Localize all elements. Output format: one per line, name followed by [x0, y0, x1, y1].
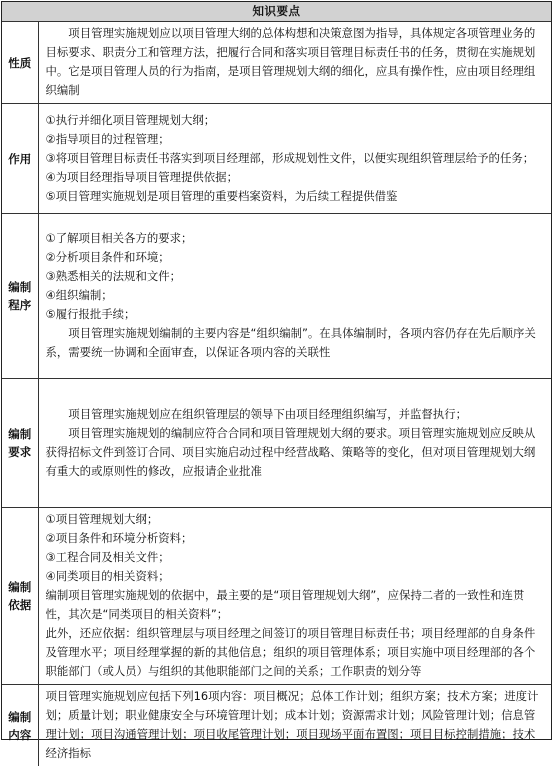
knowledge-table [2, 2, 551, 766]
row-content-basis [38, 508, 551, 685]
list-item: ⑤项目管理实施规划是项目管理的重要档案资料，为后续工程提供借鉴 [46, 187, 546, 206]
row-content-function [38, 104, 551, 214]
table-header: 知识要点 [2, 2, 551, 22]
list-item: ②指导项目的过程管理； [46, 130, 546, 149]
knowledge-points-table [1, 1, 552, 740]
row-label-procedure: 编制程序 [2, 214, 38, 379]
row-label-nature: 性质 [2, 22, 38, 104]
list-item: ②项目条件和环境分析资料； [46, 529, 546, 548]
list-item: ④为项目经理指导项目管理提供依据； [46, 168, 546, 187]
list-item: ④组织编制； [46, 286, 546, 305]
table-row-procedure [2, 214, 551, 379]
row-label-requirements: 编制要求 [2, 379, 38, 508]
row-label-basis: 编制依据 [2, 508, 38, 685]
list-item: ④同类项目的相关资料； [46, 567, 546, 586]
list-item: ③工程合同及相关文件； [46, 548, 546, 567]
table-row-nature [2, 22, 551, 104]
list-item: ②分析项目条件和环境； [46, 248, 546, 267]
list-item: 编制项目管理实施规划的依据中，最主要的是“项目管理规划大纲”，应保持二者的一致性和连贯性，其次是“同类项目的相关资料”； [46, 586, 546, 624]
list-item: ⑤履行报批手续； [46, 305, 546, 324]
table-row-basis [2, 508, 551, 685]
table-row-function [2, 104, 551, 214]
paragraph: 项目管理实施规划应在组织管理层的领导下由项目经理组织编写，并监督执行； [46, 405, 546, 424]
list-item: 此外，还应依据：组织管理层与项目经理之间签订的项目管理目标责任书；项目经理部的自身条件及管理水平；项目经理掌握的新的其他信息；组织的项目管理体系；项目实施中项目经理部的各个职能部门（或人员）与组织的其他职能部门之间的关系；工作职责的划分等 [46, 624, 546, 681]
row-content-requirements [38, 379, 551, 508]
row-content-contents [38, 685, 551, 766]
table-row-contents [2, 685, 551, 766]
row-label-function: 作用 [2, 104, 38, 214]
row-content-nature [38, 22, 551, 104]
list-item: ①了解项目相关各方的要求； [46, 229, 546, 248]
table-row-requirements [2, 379, 551, 508]
list-item: ③将项目管理目标责任书落实到项目经理部，形成规划性文件，以便实现组织管理层给予的任务； [46, 149, 546, 168]
list-item: ①执行并细化项目管理规划大纲； [46, 111, 546, 130]
row-content-procedure [38, 214, 551, 379]
list-item: ①项目管理规划大纲； [46, 510, 546, 529]
paragraph: 项目管理实施规划的编制应符合合同和项目管理规划大纲的要求。项目管理实施规划应反映从获得招标文件到签订合同、项目实施启动过程中经营战略、策略等的变化，但对项目管理规划大纲有重大的或原则性的修改，应报请企业批准 [46, 424, 546, 481]
row-label-contents: 编制内容 [2, 685, 38, 766]
paragraph: 项目管理实施规划编制的主要内容是“组织编制”。在具体编制时，各项内容仍存在先后顺序关系，需要统一协调和全面审查，以保证各项内容的关联性 [46, 324, 546, 362]
paragraph: 项目管理实施规划应以项目管理大纲的总体构想和决策意图为指导，具体规定各项管理业务的目标要求、职责分工和管理方法，把履行合同和落实项目管理目标责任书的任务，贯彻在实施规划中。它是项目管理人员的行为指南，是项目管理规划大纲的细化，应具有操作性，应由项目经理组织编制 [46, 24, 546, 100]
list-item: ③熟悉相关的法规和文件； [46, 267, 546, 286]
list-item: 项目管理实施规划应包括下列16项内容：项目概况；总体工作计划；组织方案；技术方案；进度计划；质量计划；职业健康安全与环境管理计划；成本计划；资源需求计划；风险管理计划；信息管理计划；项目沟通管理计划；项目收尾管理计划；项目现场平面布置图；项目目标控制措施；技术经济指标 [46, 687, 546, 763]
